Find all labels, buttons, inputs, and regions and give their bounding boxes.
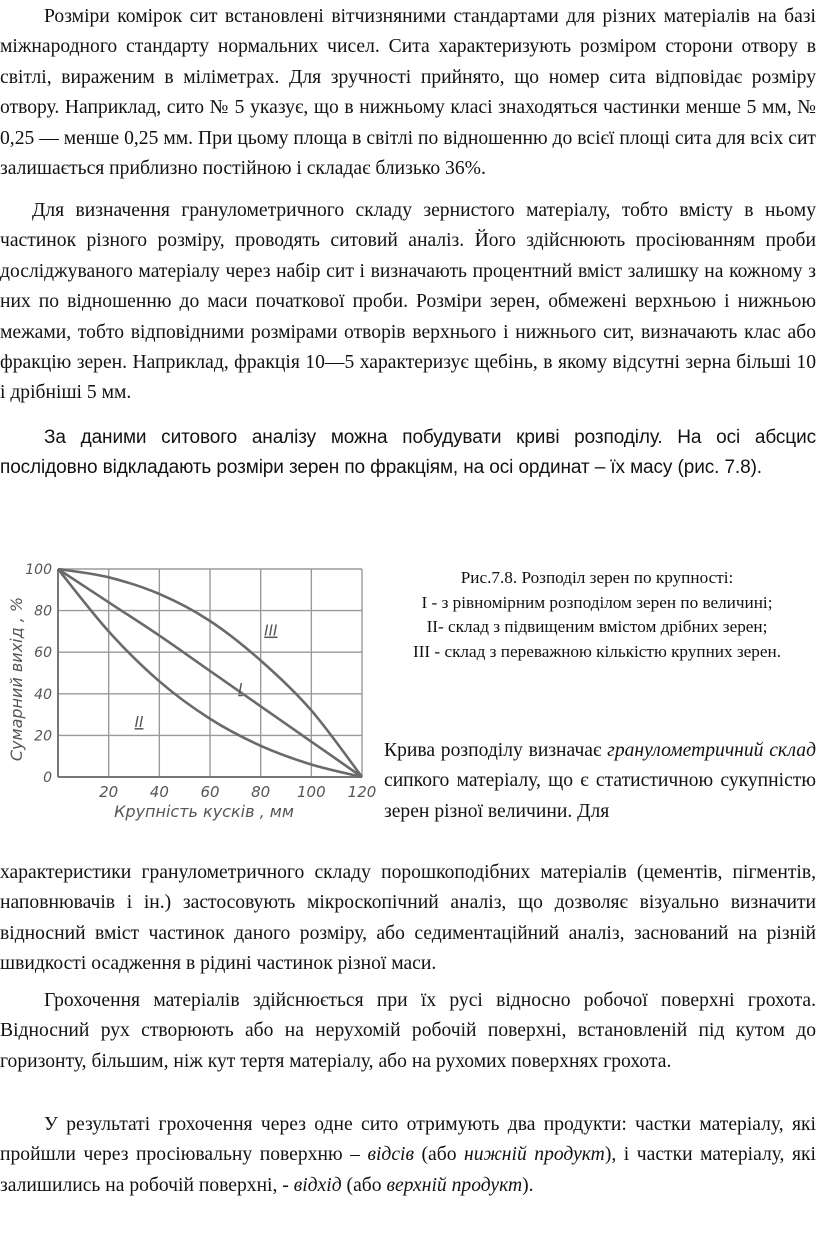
paragraph-distribution-curve-continued: характеристики гранулометричного складу порошкоподібних матеріалів (цементів, пігментів, наповнювачів і ін.) застосовують мікроскопічний аналіз, що дозволяє візуально визначити відносний вміст частинок даного розміру, або седиментаційний аналіз, заснований на різній швидкості осадження в рідині частинок різної маси. bbox=[0, 862, 816, 975]
paragraph-sieve-analysis: Для визначення гранулометричного складу зернистого матеріалу, тобто вмісту в ньому частинок різного розміру, проводять ситовий аналіз. Його здійснюють просіюванням проби досліджуваного матеріалу через набір сит і визначають процентний вміст залишку на кожному з них по відношенню до маси початкової проби. Розміри зерен, обмежені верхньою і нижньою межами, тобто відповідними розмірами отворів верхнього і нижнього сит, визначають клас або фракцію зерен. Наприклад, фракція 10—5 характеризує щебінь, в якому відсутні зерна більші 10 і дрібніші 5 мм. bbox=[0, 200, 816, 404]
y-tick-label: 100 bbox=[25, 562, 52, 578]
x-tick-label: 80 bbox=[251, 783, 271, 801]
text-run: ), і частки матеріалу, які залишились на робочій поверхні, - bbox=[0, 1144, 816, 1196]
italic-term-lower-product: нижній продукт bbox=[464, 1144, 605, 1166]
paragraph-distribution-curves: За даними ситового аналізу можна побудувати криві розподілу. На осі абсцис послідовно відкладають розміри зерен по фракціям, на осі ординат – їх масу (рис. 7.8). bbox=[0, 427, 816, 479]
paragraph-sieve-sizes: Розміри комірок сит встановлені вітчизняними стандартами для різних матеріалів на базі міжнародного стандарту нормальних чисел. Сита характеризують розміром сторони отвору в світлі, вираженим в міліметрах. Для зручності прийнято, що номер сита відповідає розміру отвору. Наприклад, сито № 5 указує, що в нижньому класі знаходяться частинки менше 5 мм, № 0,25 — менше 0,25 мм. При цьому площа в світлі по відношенню до всієї площі сита для всіх сит залишається приблизно постійною і складає близько 36%. bbox=[0, 6, 816, 180]
paragraph-screening: Грохочення матеріалів здійснюється при їх русі відносно робочої поверхні грохота. Відносний рух створюють або на нерухомій робочій поверхні, встановленій під кутом до горизонту, більшим, ніж кут тертя матеріалу, або на рухомих поверхнях грохота. bbox=[0, 990, 816, 1072]
italic-term-vidsiv: відсів bbox=[367, 1144, 414, 1166]
y-tick-label: 0 bbox=[43, 770, 52, 786]
caption-line-ii: II- склад з підвищеним вмістом дрібних зерен; bbox=[426, 617, 768, 636]
figure-grain-distribution-chart bbox=[0, 548, 376, 842]
y-tick-label: 40 bbox=[34, 686, 52, 703]
y-tick-label: 80 bbox=[34, 603, 52, 620]
text-run: У результаті грохочення через одне сито отримують два продукти: частки матеріалу, які пройшли через просіювальну поверхню – bbox=[0, 1114, 816, 1166]
distribution-chart-svg bbox=[0, 548, 376, 842]
x-tick-label: 60 bbox=[200, 783, 220, 801]
x-tick-label: 120 bbox=[347, 783, 376, 801]
curve-label-i: I bbox=[238, 679, 243, 698]
caption-line-iii: III - склад з переважною кількістю крупних зерен. bbox=[412, 641, 782, 661]
text-run: Крива розподілу визначає bbox=[384, 740, 608, 761]
x-tick-label: 40 bbox=[149, 783, 169, 801]
y-tick-label: 60 bbox=[34, 645, 52, 662]
curve-label-iii: III bbox=[264, 621, 278, 640]
italic-term-granulometric: гранулометричний склад bbox=[607, 740, 816, 761]
caption-line-title: Рис.7.8. Розподіл зерен по крупності: bbox=[460, 568, 734, 587]
text-run: ). bbox=[522, 1174, 534, 1196]
figure-caption bbox=[378, 566, 816, 664]
x-tick-label: 20 bbox=[99, 783, 119, 801]
text-run: (або bbox=[413, 1144, 465, 1166]
caption-line-i: I - з рівномірним розподілом зерен по величині; bbox=[421, 592, 773, 612]
paragraph-distribution-curve-wrapped bbox=[384, 736, 816, 827]
y-axis-label: Сумарний вихід , % bbox=[7, 596, 26, 762]
curve-label-ii: II bbox=[134, 713, 144, 732]
y-tick-label: 20 bbox=[34, 728, 52, 745]
x-tick-label: 100 bbox=[297, 783, 326, 801]
italic-term-upper-product: верхній продукт bbox=[386, 1174, 523, 1196]
x-axis-label: Крупність кусків , мм bbox=[114, 802, 294, 821]
paragraph-screening-products bbox=[0, 1110, 816, 1201]
italic-term-vidkhid: відхід bbox=[293, 1174, 342, 1196]
text-run: (або bbox=[341, 1174, 387, 1196]
text-run: сипкого матеріалу, що є статистичною сукупністю зерен різної величини. Для bbox=[384, 770, 816, 822]
